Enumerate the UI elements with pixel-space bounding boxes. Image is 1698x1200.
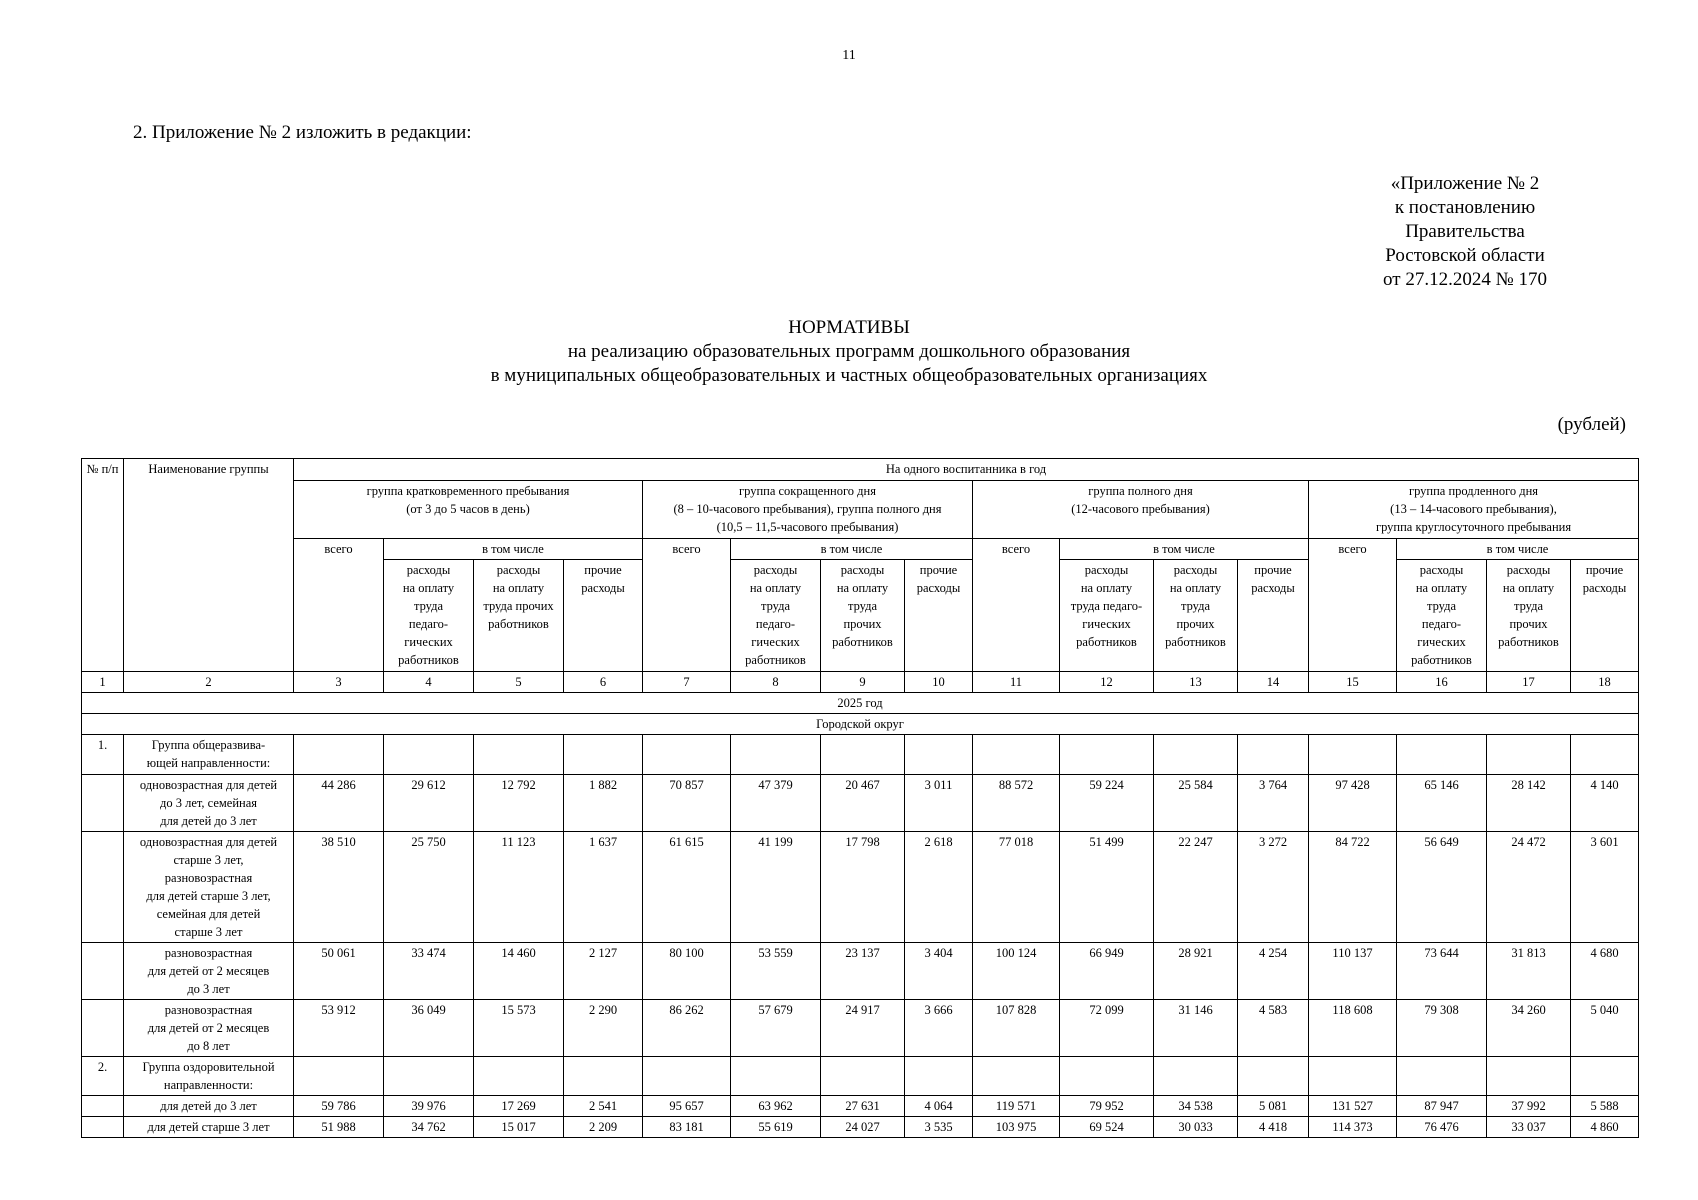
header-subcolumn-line: педаго- (408, 617, 449, 631)
header-subcolumn-line: работников (832, 635, 893, 649)
table-cell: 33 037 (1487, 1117, 1571, 1138)
header-subcolumn-line: труда (1513, 599, 1544, 613)
table-cell: 47 379 (731, 775, 821, 832)
row-name-line: старше 3 лет, (173, 853, 244, 867)
table-cell (1238, 735, 1309, 775)
table-cell: 11 123 (474, 832, 564, 943)
column-number: 5 (474, 672, 564, 693)
table-cell: 4 254 (1238, 943, 1309, 1000)
table-cell (1571, 1057, 1639, 1096)
table-cell: 22 247 (1154, 832, 1238, 943)
table-cell: 114 373 (1309, 1117, 1397, 1138)
table-cell: 17 269 (474, 1096, 564, 1117)
table-cell (1487, 1057, 1571, 1096)
table-cell: 4 064 (905, 1096, 973, 1117)
row-name-line: одновозрастная для детей (139, 778, 278, 792)
header-subcolumn-line: труда прочих (483, 599, 554, 613)
title-heading: НОРМАТИВЫ (788, 317, 910, 338)
table-cell (1154, 1057, 1238, 1096)
column-number: 3 (294, 672, 384, 693)
header-subcolumn-line: работников (398, 653, 459, 667)
column-number: 4 (384, 672, 474, 693)
table-cell: 3 404 (905, 943, 973, 1000)
table-cell (1060, 735, 1154, 775)
table-cell: 95 657 (643, 1096, 731, 1117)
table-cell (1487, 735, 1571, 775)
header-subcolumn-line: гических (751, 635, 800, 649)
header-subcolumn (821, 560, 905, 672)
column-number: 14 (1238, 672, 1309, 693)
table-cell: 2 209 (564, 1117, 643, 1138)
table-cell: 29 612 (384, 775, 474, 832)
row-name-line: для детей старше 3 лет (147, 1120, 270, 1134)
appendix-line: Ростовской области (1385, 245, 1545, 266)
table-cell: 34 538 (1154, 1096, 1238, 1117)
table-cell: 4 860 (1571, 1117, 1639, 1138)
table-cell (294, 1057, 384, 1096)
table-cell: 3 535 (905, 1117, 973, 1138)
header-subcolumn (564, 560, 643, 672)
header-subcolumn-line: прочих (1509, 617, 1548, 631)
table-cell: 25 750 (384, 832, 474, 943)
header-subcolumn-line: труда (760, 599, 791, 613)
table-cell: 118 608 (1309, 1000, 1397, 1057)
row-name-line: разновозрастная (164, 871, 253, 885)
section-row: Городской округ (82, 714, 1639, 735)
table-cell: 31 146 (1154, 1000, 1238, 1057)
table-cell (1397, 735, 1487, 775)
table-cell (1238, 1057, 1309, 1096)
table-cell: 17 798 (821, 832, 905, 943)
table-cell: 51 988 (294, 1117, 384, 1138)
header-subcolumn-line: расходы (1084, 563, 1129, 577)
row-name (124, 1096, 294, 1117)
table-cell: 4 140 (1571, 775, 1639, 832)
column-number: 12 (1060, 672, 1154, 693)
header-subcolumn-line: расходы (581, 581, 625, 595)
table-cell: 103 975 (973, 1117, 1060, 1138)
table-cell (643, 1057, 731, 1096)
row-number: 1. (82, 735, 124, 775)
column-number: 15 (1309, 672, 1397, 693)
table-cell: 50 061 (294, 943, 384, 1000)
column-number: 6 (564, 672, 643, 693)
table-cell: 63 962 (731, 1096, 821, 1117)
header-name: Наименование группы (124, 459, 294, 672)
table-cell: 4 680 (1571, 943, 1639, 1000)
table-row (82, 1117, 1639, 1138)
table-cell: 2 541 (564, 1096, 643, 1117)
header-subcolumn-line: на оплату (492, 581, 545, 595)
header-subcolumn (1154, 560, 1238, 672)
table-cell (905, 1057, 973, 1096)
table-cell: 56 649 (1397, 832, 1487, 943)
table-cell: 86 262 (643, 1000, 731, 1057)
table-row (82, 1096, 1639, 1117)
header-subcolumn-line: на оплату (1502, 581, 1555, 595)
header-subcolumn (1397, 560, 1487, 672)
row-name-line: для детей от 2 месяцев (147, 1021, 270, 1035)
header-subcolumn-line: гических (1082, 617, 1131, 631)
table-cell: 100 124 (973, 943, 1060, 1000)
table-cell (905, 735, 973, 775)
table-cell (731, 1057, 821, 1096)
table-cell (474, 735, 564, 775)
table-cell: 79 952 (1060, 1096, 1154, 1117)
table-cell: 2 618 (905, 832, 973, 943)
row-name-line: Группа общеразвива- (151, 738, 266, 752)
table-cell (384, 1057, 474, 1096)
row-number (82, 943, 124, 1000)
title-line: в муниципальных общеобразовательных и частных общеобразовательных организациях (490, 365, 1208, 386)
table-row (82, 735, 1639, 775)
column-number: 7 (643, 672, 731, 693)
table-cell: 14 460 (474, 943, 564, 1000)
table-cell (973, 1057, 1060, 1096)
table-cell: 33 474 (384, 943, 474, 1000)
header-subcolumn (731, 560, 821, 672)
row-name (124, 832, 294, 943)
header-total: всего (973, 539, 1060, 672)
table-cell: 4 418 (1238, 1117, 1309, 1138)
table-cell (821, 735, 905, 775)
appendix-line: «Приложение № 2 (1390, 173, 1540, 194)
table-cell (1060, 1057, 1154, 1096)
header-subcolumn-line: на оплату (1169, 581, 1222, 595)
header-subcolumn (1487, 560, 1571, 672)
header-subcolumn-line: расходы (1506, 563, 1551, 577)
header-subcolumn (1060, 560, 1154, 672)
column-number: 13 (1154, 672, 1238, 693)
row-name-line: Группа оздоровительной (142, 1060, 275, 1074)
table-cell: 110 137 (1309, 943, 1397, 1000)
column-number: 2 (124, 672, 294, 693)
row-name-line: до 3 лет (187, 982, 230, 996)
header-subcolumn-line: расходы (1173, 563, 1218, 577)
table-cell: 59 224 (1060, 775, 1154, 832)
column-number: 18 (1571, 672, 1639, 693)
table-cell: 3 666 (905, 1000, 973, 1057)
table-row (82, 775, 1639, 832)
table-row (82, 1000, 1639, 1057)
header-subcolumn-line: гических (404, 635, 453, 649)
column-number: 10 (905, 672, 973, 693)
table-cell: 69 524 (1060, 1117, 1154, 1138)
document-title (0, 316, 1698, 388)
header-subcolumn-line: расходы (1251, 581, 1295, 595)
header-group: группа продленного дня (13 – 14-часового пребывания), группа круглосуточного пребывания (1309, 481, 1639, 539)
table-cell (294, 735, 384, 775)
table-cell: 24 472 (1487, 832, 1571, 943)
table-cell: 24 027 (821, 1117, 905, 1138)
table-cell: 15 573 (474, 1000, 564, 1057)
table-cell: 66 949 (1060, 943, 1154, 1000)
table-cell: 3 764 (1238, 775, 1309, 832)
row-name-line: старше 3 лет (174, 925, 243, 939)
table-cell: 73 644 (1397, 943, 1487, 1000)
table-cell: 15 017 (474, 1117, 564, 1138)
row-number (82, 1096, 124, 1117)
table-cell: 51 499 (1060, 832, 1154, 943)
table-cell (731, 735, 821, 775)
year-row: 2025 год (82, 693, 1639, 714)
header-subcolumn-line: прочие (919, 563, 958, 577)
table-cell: 27 631 (821, 1096, 905, 1117)
header-subcolumn-line: расходы (840, 563, 885, 577)
appendix-line: от 27.12.2024 № 170 (1383, 269, 1547, 290)
table-cell (973, 735, 1060, 775)
row-name-line: разновозрастная (164, 1003, 253, 1017)
row-name-line: до 3 лет, семейная (159, 796, 258, 810)
table-cell: 12 792 (474, 775, 564, 832)
column-number: 9 (821, 672, 905, 693)
header-subcolumn-line: труда (413, 599, 444, 613)
row-name-line: для детей старше 3 лет, (146, 889, 271, 903)
header-subcolumn (1238, 560, 1309, 672)
header-subcolumn-line: педаго- (1421, 617, 1462, 631)
row-name-line: направленности: (163, 1078, 254, 1092)
header-subcolumn-line: расходы (753, 563, 798, 577)
page-number: 11 (842, 48, 856, 63)
table-cell: 5 588 (1571, 1096, 1639, 1117)
header-subcolumn-line: прочие (1585, 563, 1624, 577)
table-cell: 3 601 (1571, 832, 1639, 943)
table-cell (1309, 735, 1397, 775)
table-row (82, 1057, 1639, 1096)
header-subcolumn-line: расходы (406, 563, 451, 577)
table-cell (564, 735, 643, 775)
table-cell (474, 1057, 564, 1096)
header-total: всего (294, 539, 384, 672)
header-subcolumn-line: труда педаго- (1070, 599, 1143, 613)
row-name-line: одновозрастная для детей (139, 835, 278, 849)
header-subcolumn-line: работников (488, 617, 549, 631)
header-subcolumn-line: прочие (1254, 563, 1292, 577)
appendix-line: Правительства (1405, 221, 1525, 242)
table-cell (821, 1057, 905, 1096)
header-subcolumn-line: прочие (584, 563, 622, 577)
table-cell: 55 619 (731, 1117, 821, 1138)
header-subcolumn (905, 560, 973, 672)
header-subcolumn-line: труда (847, 599, 878, 613)
header-subcolumn-line: на оплату (1415, 581, 1468, 595)
table-cell: 65 146 (1397, 775, 1487, 832)
table-cell: 5 040 (1571, 1000, 1639, 1057)
units-label: (рублей) (1557, 414, 1626, 435)
row-name-line: ющей направленности: (146, 756, 271, 770)
table-cell: 57 679 (731, 1000, 821, 1057)
table-cell (384, 735, 474, 775)
row-name (124, 1000, 294, 1057)
row-name-line: для детей от 2 месяцев (147, 964, 270, 978)
column-number: 8 (731, 672, 821, 693)
row-name-line: до 8 лет (187, 1039, 230, 1053)
table-cell: 131 527 (1309, 1096, 1397, 1117)
table-cell: 61 615 (643, 832, 731, 943)
table-cell: 87 947 (1397, 1096, 1487, 1117)
table-cell: 37 992 (1487, 1096, 1571, 1117)
row-name (124, 735, 294, 775)
header-total: всего (643, 539, 731, 672)
header-subcolumn-line: на оплату (836, 581, 889, 595)
table-cell: 53 559 (731, 943, 821, 1000)
row-name-line: разновозрастная (164, 946, 253, 960)
header-total: всего (1309, 539, 1397, 672)
table-cell: 53 912 (294, 1000, 384, 1057)
table-cell: 20 467 (821, 775, 905, 832)
table-cell (1309, 1057, 1397, 1096)
table-cell (1397, 1057, 1487, 1096)
header-subcolumn-line: гических (1417, 635, 1466, 649)
header-subcolumn-line: расходы (916, 581, 961, 595)
title-line: на реализацию образовательных программ дошкольного образования (567, 341, 1131, 362)
table-cell: 30 033 (1154, 1117, 1238, 1138)
header-subcolumn-line: на оплату (749, 581, 802, 595)
table-cell: 3 272 (1238, 832, 1309, 943)
header-subcolumn-line: труда (1426, 599, 1457, 613)
row-name (124, 1117, 294, 1138)
header-subcolumn-line: на оплату (402, 581, 455, 595)
table-cell: 24 917 (821, 1000, 905, 1057)
table-row (82, 832, 1639, 943)
header-subcolumn-line: на оплату (1080, 581, 1133, 595)
table-cell: 97 428 (1309, 775, 1397, 832)
row-number (82, 832, 124, 943)
header-subcolumn-line: педаго- (755, 617, 796, 631)
table-cell: 36 049 (384, 1000, 474, 1057)
table-cell: 31 813 (1487, 943, 1571, 1000)
table-cell: 76 476 (1397, 1117, 1487, 1138)
table-cell: 79 308 (1397, 1000, 1487, 1057)
header-subcolumn (384, 560, 474, 672)
table-cell: 107 828 (973, 1000, 1060, 1057)
table-cell: 70 857 (643, 775, 731, 832)
header-subcolumn-line: расходы (1582, 581, 1627, 595)
table-cell (1154, 735, 1238, 775)
table-cell: 1 882 (564, 775, 643, 832)
appendix-reference (1340, 172, 1590, 292)
header-including: в том числе (731, 539, 973, 560)
table-cell: 44 286 (294, 775, 384, 832)
appendix-line: к постановлению (1394, 197, 1536, 218)
header-per-pupil: На одного воспитанника в год (294, 459, 1639, 481)
column-number: 16 (1397, 672, 1487, 693)
table-cell (564, 1057, 643, 1096)
table-cell: 2 127 (564, 943, 643, 1000)
table-cell (643, 735, 731, 775)
row-name (124, 775, 294, 832)
table-cell: 2 290 (564, 1000, 643, 1057)
table-cell: 1 637 (564, 832, 643, 943)
header-subcolumn-line: работников (1076, 635, 1137, 649)
row-number (82, 775, 124, 832)
column-number: 1 (82, 672, 124, 693)
header-group: группа сокращенного дня (8 – 10-часового пребывания), группа полного дня (10,5 – 11,5-часового пребывания) (643, 481, 973, 539)
header-subcolumn-line: труда (1180, 599, 1211, 613)
header-subcolumn-line: работников (1411, 653, 1472, 667)
header-subcolumn-line: прочих (843, 617, 882, 631)
table-cell: 84 722 (1309, 832, 1397, 943)
header-subcolumn-line: расходы (496, 563, 541, 577)
table-cell: 23 137 (821, 943, 905, 1000)
header-subcolumn-line: работников (1498, 635, 1559, 649)
table-cell: 34 762 (384, 1117, 474, 1138)
header-subcolumn-line: прочих (1176, 617, 1215, 631)
header-including: в том числе (1060, 539, 1309, 560)
table-cell: 88 572 (973, 775, 1060, 832)
table-cell: 59 786 (294, 1096, 384, 1117)
table-cell: 39 976 (384, 1096, 474, 1117)
header-including: в том числе (384, 539, 643, 560)
table-cell: 38 510 (294, 832, 384, 943)
table-cell (1571, 735, 1639, 775)
table-cell: 25 584 (1154, 775, 1238, 832)
table-cell: 4 583 (1238, 1000, 1309, 1057)
row-number (82, 1117, 124, 1138)
row-name (124, 943, 294, 1000)
table-cell: 41 199 (731, 832, 821, 943)
column-number: 11 (973, 672, 1060, 693)
table-cell: 119 571 (973, 1096, 1060, 1117)
table-cell: 72 099 (1060, 1000, 1154, 1057)
table-cell: 34 260 (1487, 1000, 1571, 1057)
norms-table (81, 458, 1639, 1138)
header-group: группа полного дня (12-часового пребывания) (973, 481, 1309, 539)
table-row (82, 943, 1639, 1000)
header-no: № п/п (82, 459, 124, 672)
row-name-line: для детей до 3 лет (160, 1099, 257, 1113)
header-subcolumn-line: расходы (1419, 563, 1464, 577)
table-cell: 5 081 (1238, 1096, 1309, 1117)
header-subcolumn-line: работников (1165, 635, 1226, 649)
row-number (82, 1000, 124, 1057)
table-cell: 28 921 (1154, 943, 1238, 1000)
table-cell: 28 142 (1487, 775, 1571, 832)
table-cell: 3 011 (905, 775, 973, 832)
row-name (124, 1057, 294, 1096)
row-name-line: для детей до 3 лет (160, 814, 257, 828)
row-number: 2. (82, 1057, 124, 1096)
row-name-line: семейная для детей (156, 907, 261, 921)
column-number: 17 (1487, 672, 1571, 693)
table-cell: 83 181 (643, 1117, 731, 1138)
header-group: группа кратковременного пребывания (от 3 до 5 часов в день) (294, 481, 643, 539)
header-including: в том числе (1397, 539, 1639, 560)
table-cell: 77 018 (973, 832, 1060, 943)
header-subcolumn-line: работников (745, 653, 806, 667)
header-subcolumn (1571, 560, 1639, 672)
header-subcolumn (474, 560, 564, 672)
table-cell: 80 100 (643, 943, 731, 1000)
intro-text: 2. Приложение № 2 изложить в редакции: (133, 122, 472, 143)
